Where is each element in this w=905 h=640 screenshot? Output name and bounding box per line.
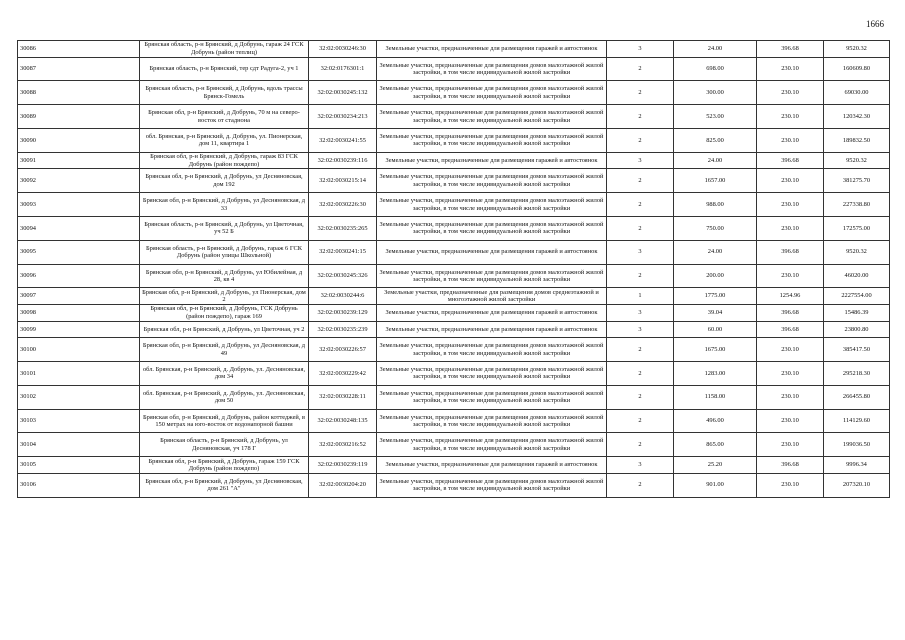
area-cell: 825.00: [674, 128, 757, 152]
address-cell: Брянская обл, р-н Брянский, д Добрунь, район коттеджей, в 150 метрах на юго-восток от водонапорной башни: [140, 409, 309, 433]
record-id-cell: 30100: [18, 338, 140, 362]
record-id-cell: 30098: [18, 304, 140, 321]
group-number-cell: 3: [607, 41, 674, 58]
land-category-cell: Земельные участки, предназначенные для размещения домов малоэтажной жилой застройки, в том числе индивидуальной жилой застройки: [377, 57, 607, 81]
group-number-cell: 3: [607, 304, 674, 321]
record-id-cell: 30092: [18, 169, 140, 193]
record-id-cell: 30101: [18, 361, 140, 385]
specific-value-cell: 396.68: [757, 457, 824, 474]
specific-value-cell: 396.68: [757, 304, 824, 321]
area-cell: 523.00: [674, 105, 757, 129]
group-number-cell: 2: [607, 264, 674, 288]
record-id-cell: 30097: [18, 288, 140, 305]
table-body: [18, 41, 890, 498]
specific-value-cell: 230.10: [757, 473, 824, 497]
group-number-cell: 3: [607, 240, 674, 264]
cadastral-value-cell: 160609.80: [824, 57, 890, 81]
cadastral-number-cell: 32:02:0030204:20: [309, 473, 377, 497]
table-row: [18, 385, 890, 409]
address-cell: Брянская область, р-н Брянский, д Добрунь, гараж 6 ГСК Добрунь (район улицы Школьной): [140, 240, 309, 264]
cadastral-value-cell: 199036.50: [824, 433, 890, 457]
group-number-cell: 2: [607, 105, 674, 129]
table-row: [18, 169, 890, 193]
area-cell: 1775.00: [674, 288, 757, 305]
table-row: [18, 321, 890, 338]
specific-value-cell: 1254.96: [757, 288, 824, 305]
cadastral-number-cell: 32:02:0030248:135: [309, 409, 377, 433]
land-category-cell: Земельные участки, предназначенные для размещения домов малоэтажной жилой застройки, в том числе индивидуальной жилой застройки: [377, 433, 607, 457]
cadastral-number-cell: 32:02:0030239:119: [309, 457, 377, 474]
table-row: [18, 152, 890, 169]
table-row: [18, 361, 890, 385]
cadastral-value-cell: 2227554.00: [824, 288, 890, 305]
group-number-cell: 2: [607, 409, 674, 433]
record-id-cell: 30106: [18, 473, 140, 497]
cadastral-number-cell: 32:02:0030229:42: [309, 361, 377, 385]
cadastral-value-cell: 9520.32: [824, 41, 890, 58]
group-number-cell: 2: [607, 128, 674, 152]
address-cell: Брянская обл, р-н Брянский, д Добрунь, ул Десняновская, д 33: [140, 193, 309, 217]
table-row: [18, 193, 890, 217]
table-row: [18, 473, 890, 497]
land-category-cell: Земельные участки, предназначенные для размещения домов малоэтажной жилой застройки, в том числе индивидуальной жилой застройки: [377, 264, 607, 288]
cadastral-value-cell: 207320.10: [824, 473, 890, 497]
specific-value-cell: 230.10: [757, 361, 824, 385]
table-row: [18, 433, 890, 457]
land-category-cell: Земельные участки, предназначенные для размещения гаражей и автостоянок: [377, 457, 607, 474]
specific-value-cell: 230.10: [757, 338, 824, 362]
address-cell: Брянская обл, р-н Брянский, д Добрунь, ул Десняновская, д 49: [140, 338, 309, 362]
table-row: [18, 216, 890, 240]
address-cell: Брянская обл, р-н Брянский, д Добрунь, гараж 83 ГСК Добрунь (район пождепо): [140, 152, 309, 169]
record-id-cell: 30104: [18, 433, 140, 457]
cadastral-number-cell: 32:02:0030216:52: [309, 433, 377, 457]
record-id-cell: 30099: [18, 321, 140, 338]
cadastral-number-cell: 32:02:0030241:55: [309, 128, 377, 152]
specific-value-cell: 230.10: [757, 128, 824, 152]
area-cell: 24.00: [674, 152, 757, 169]
address-cell: обл. Брянская, р-н Брянский, д. Добрунь, ул. Десняновская, дом 34: [140, 361, 309, 385]
address-cell: обл. Брянская, р-н Брянский, д. Добрунь, ул. Десняновская, дом 50: [140, 385, 309, 409]
address-cell: Брянская обл, р-н Брянский, д Добрунь, ул Пионерская, дом 2: [140, 288, 309, 305]
group-number-cell: 2: [607, 193, 674, 217]
area-cell: 865.00: [674, 433, 757, 457]
area-cell: 1657.00: [674, 169, 757, 193]
address-cell: Брянская область, р-н Брянский, д Добрунь, ул Десняновская, уч 178 Г: [140, 433, 309, 457]
land-category-cell: Земельные участки, предназначенные для размещения домов малоэтажной жилой застройки, в том числе индивидуальной жилой застройки: [377, 193, 607, 217]
group-number-cell: 2: [607, 433, 674, 457]
land-category-cell: Земельные участки, предназначенные для размещения домов малоэтажной жилой застройки, в том числе индивидуальной жилой застройки: [377, 338, 607, 362]
land-category-cell: Земельные участки, предназначенные для размещения домов малоэтажной жилой застройки, в том числе индивидуальной жилой застройки: [377, 128, 607, 152]
group-number-cell: 3: [607, 457, 674, 474]
land-category-cell: Земельные участки, предназначенные для размещения гаражей и автостоянок: [377, 41, 607, 58]
group-number-cell: 3: [607, 152, 674, 169]
table-row: [18, 240, 890, 264]
page-number: 1666: [866, 19, 884, 29]
table-row: [18, 81, 890, 105]
cadastral-value-cell: 381275.70: [824, 169, 890, 193]
cadastral-value-cell: 172575.00: [824, 216, 890, 240]
area-cell: 25.20: [674, 457, 757, 474]
area-cell: 24.00: [674, 240, 757, 264]
cadastral-number-cell: 32:02:0030245:132: [309, 81, 377, 105]
group-number-cell: 2: [607, 473, 674, 497]
cadastral-value-cell: 9520.32: [824, 152, 890, 169]
specific-value-cell: 230.10: [757, 105, 824, 129]
cadastral-number-cell: 32:02:0030235:265: [309, 216, 377, 240]
cadastral-value-cell: 23800.80: [824, 321, 890, 338]
record-id-cell: 30093: [18, 193, 140, 217]
table-row: [18, 264, 890, 288]
record-id-cell: 30086: [18, 41, 140, 58]
table-row: [18, 457, 890, 474]
specific-value-cell: 396.68: [757, 41, 824, 58]
cadastral-number-cell: 32:02:0030215:14: [309, 169, 377, 193]
table-row: [18, 57, 890, 81]
cadastral-value-cell: 385417.50: [824, 338, 890, 362]
area-cell: 39.04: [674, 304, 757, 321]
land-category-cell: Земельные участки, предназначенные для размещения домов малоэтажной жилой застройки, в том числе индивидуальной жилой застройки: [377, 473, 607, 497]
record-id-cell: 30090: [18, 128, 140, 152]
land-category-cell: Земельные участки, предназначенные для размещения домов малоэтажной жилой застройки, в том числе индивидуальной жилой застройки: [377, 105, 607, 129]
cadastral-value-cell: 46020.00: [824, 264, 890, 288]
cadastral-value-cell: 9996.34: [824, 457, 890, 474]
specific-value-cell: 396.68: [757, 240, 824, 264]
record-id-cell: 30091: [18, 152, 140, 169]
table-row: [18, 304, 890, 321]
cadastral-value-cell: 120342.30: [824, 105, 890, 129]
cadastral-number-cell: 32:02:0030228:11: [309, 385, 377, 409]
address-cell: Брянская обл, р-н Брянский, д Добрунь, 70 м на северо-восток от стаднона: [140, 105, 309, 129]
address-cell: обл. Брянская, р-н Брянский, д. Добрунь, ул. Пионерская, дом 11, квартира 1: [140, 128, 309, 152]
group-number-cell: 2: [607, 169, 674, 193]
area-cell: 750.00: [674, 216, 757, 240]
group-number-cell: 2: [607, 361, 674, 385]
cadastral-value-cell: 69030.00: [824, 81, 890, 105]
area-cell: 1283.00: [674, 361, 757, 385]
record-id-cell: 30096: [18, 264, 140, 288]
land-category-cell: Земельные участки, предназначенные для размещения домов малоэтажной жилой застройки, в том числе индивидуальной жилой застройки: [377, 169, 607, 193]
specific-value-cell: 396.68: [757, 152, 824, 169]
address-cell: Брянская обл, р-н Брянский, д Добрунь, ул Цветочная, уч 2: [140, 321, 309, 338]
cadastral-value-cell: 295218.30: [824, 361, 890, 385]
area-cell: 496.00: [674, 409, 757, 433]
record-id-cell: 30087: [18, 57, 140, 81]
cadastral-number-cell: 32:02:0030246:30: [309, 41, 377, 58]
cadastral-number-cell: 32:02:0030244:6: [309, 288, 377, 305]
group-number-cell: 2: [607, 216, 674, 240]
table-row: [18, 105, 890, 129]
area-cell: 1158.00: [674, 385, 757, 409]
cadastral-value-cell: 15486.39: [824, 304, 890, 321]
cadastral-number-cell: 32:02:0030239:129: [309, 304, 377, 321]
land-category-cell: Земельные участки, предназначенные для размещения домов малоэтажной жилой застройки, в том числе индивидуальной жилой застройки: [377, 81, 607, 105]
area-cell: 988.00: [674, 193, 757, 217]
land-category-cell: Земельные участки, предназначенные для размещения домов малоэтажной жилой застройки, в том числе индивидуальной жилой застройки: [377, 385, 607, 409]
specific-value-cell: 230.10: [757, 216, 824, 240]
specific-value-cell: 230.10: [757, 81, 824, 105]
table-row: [18, 338, 890, 362]
record-id-cell: 30105: [18, 457, 140, 474]
specific-value-cell: 230.10: [757, 169, 824, 193]
area-cell: 60.00: [674, 321, 757, 338]
land-category-cell: Земельные участки, предназначенные для размещения гаражей и автостоянок: [377, 321, 607, 338]
specific-value-cell: 230.10: [757, 433, 824, 457]
area-cell: 24.00: [674, 41, 757, 58]
cadastral-value-cell: 9520.32: [824, 240, 890, 264]
specific-value-cell: 230.10: [757, 264, 824, 288]
specific-value-cell: 230.10: [757, 193, 824, 217]
table-row: [18, 41, 890, 58]
land-category-cell: Земельные участки, предназначенные для размещения гаражей и автостоянок: [377, 152, 607, 169]
specific-value-cell: 230.10: [757, 385, 824, 409]
cadastral-value-cell: 227338.80: [824, 193, 890, 217]
address-cell: Брянская обл, р-н Брянский, д Добрунь, ГСК Добрунь (район пождепо), гараж 169: [140, 304, 309, 321]
cadastral-number-cell: 32:02:0030245:326: [309, 264, 377, 288]
address-cell: Брянская обл, р-н Брянский, д Добрунь, ул Десняновская, дом 261 "А": [140, 473, 309, 497]
group-number-cell: 2: [607, 81, 674, 105]
record-id-cell: 30089: [18, 105, 140, 129]
cadastral-number-cell: 32:02:0030226:30: [309, 193, 377, 217]
address-cell: Брянская область, р-н Брянский, д Добрунь, вдоль трассы Брянск-Гомель: [140, 81, 309, 105]
land-category-cell: Земельные участки, предназначенные для размещения домов малоэтажной жилой застройки, в том числе индивидуальной жилой застройки: [377, 361, 607, 385]
address-cell: Брянская обл, р-н Брянский, д Добрунь, гараж 159 ГСК Добрунь (район пождепо): [140, 457, 309, 474]
record-id-cell: 30103: [18, 409, 140, 433]
group-number-cell: 2: [607, 57, 674, 81]
land-category-cell: Земельные участки, предназначенные для размещения гаражей и автостоянок: [377, 304, 607, 321]
group-number-cell: 3: [607, 321, 674, 338]
table-row: [18, 128, 890, 152]
cadastral-number-cell: 32:02:0030241:15: [309, 240, 377, 264]
land-category-cell: Земельные участки, предназначенные для размещения домов среднеэтажной и многоэтажной жилой застройки: [377, 288, 607, 305]
land-category-cell: Земельные участки, предназначенные для размещения гаражей и автостоянок: [377, 240, 607, 264]
specific-value-cell: 230.10: [757, 409, 824, 433]
cadastral-number-cell: 32:02:0030234:213: [309, 105, 377, 129]
record-id-cell: 30094: [18, 216, 140, 240]
table-row: [18, 409, 890, 433]
group-number-cell: 1: [607, 288, 674, 305]
area-cell: 1675.00: [674, 338, 757, 362]
record-id-cell: 30088: [18, 81, 140, 105]
address-cell: Брянская обл, р-н Брянский, д Добрунь, ул Юбилейная, д 28, кв 4: [140, 264, 309, 288]
area-cell: 698.00: [674, 57, 757, 81]
specific-value-cell: 396.68: [757, 321, 824, 338]
area-cell: 901.00: [674, 473, 757, 497]
area-cell: 200.00: [674, 264, 757, 288]
cadastral-number-cell: 32:02:0030239:116: [309, 152, 377, 169]
cadastral-value-table: [17, 40, 890, 498]
address-cell: Брянская обл, р-н Брянский, д Добрунь, ул Десняновская, дом 192: [140, 169, 309, 193]
cadastral-value-cell: 189832.50: [824, 128, 890, 152]
land-category-cell: Земельные участки, предназначенные для размещения домов малоэтажной жилой застройки, в том числе индивидуальной жилой застройки: [377, 216, 607, 240]
record-id-cell: 30095: [18, 240, 140, 264]
specific-value-cell: 230.10: [757, 57, 824, 81]
land-category-cell: Земельные участки, предназначенные для размещения домов малоэтажной жилой застройки, в том числе индивидуальной жилой застройки: [377, 409, 607, 433]
group-number-cell: 2: [607, 338, 674, 362]
table-row: [18, 288, 890, 305]
cadastral-number-cell: 32:02:0030226:57: [309, 338, 377, 362]
cadastral-number-cell: 32:02:0030235:239: [309, 321, 377, 338]
address-cell: Брянская область, р-н Брянский, тер сдт Радуга-2, уч 1: [140, 57, 309, 81]
cadastral-value-cell: 114129.60: [824, 409, 890, 433]
record-id-cell: 30102: [18, 385, 140, 409]
area-cell: 300.00: [674, 81, 757, 105]
cadastral-value-cell: 266455.80: [824, 385, 890, 409]
group-number-cell: 2: [607, 385, 674, 409]
cadastral-number-cell: 32:02:0176301:1: [309, 57, 377, 81]
address-cell: Брянская область, р-н Брянский, д Добрунь, ул Цветочная, уч 52 Б: [140, 216, 309, 240]
address-cell: Брянская область, р-н Брянский, д Добрунь, гараж 24 ГСК Добрунь (район теплиц): [140, 41, 309, 58]
